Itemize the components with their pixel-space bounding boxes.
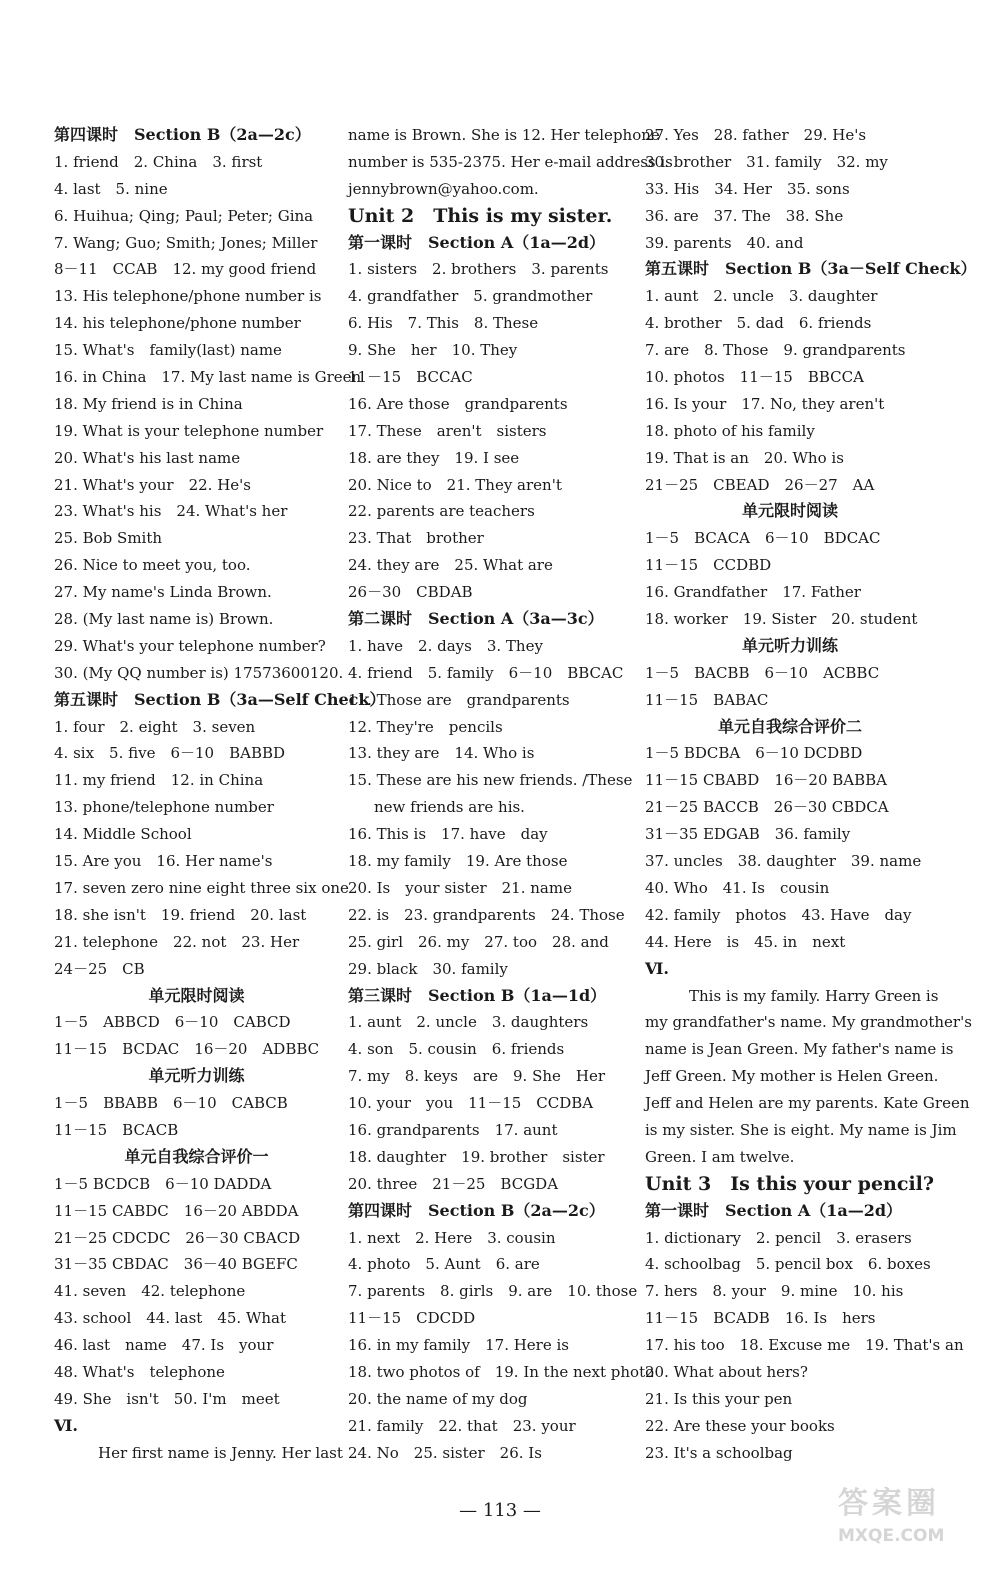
answer-line: 25. Bob Smith [54,529,163,548]
answer-line: 25. girl 26. my 27. too 28. and [348,932,609,951]
answer-line: 22. parents are teachers [348,502,535,521]
answer-line: 11－15 BCDAC 16－20 ADBBC [54,1040,320,1059]
answer-line: 16. This is 17. have day [348,825,548,844]
answer-line: 23. What's his 24. What's her [54,502,288,521]
answer-line: 11－15 CABDC 16－20 ABDDA [54,1201,299,1220]
answer-line: 40. Who 41. Is cousin [645,878,830,897]
answer-line: 30. brother 31. family 32. my [645,152,888,171]
answer-line: 48. What's telephone [54,1362,225,1381]
answer-line: 15. These are his new friends. /These [348,771,633,790]
centered-heading: 单元听力训练 [741,635,838,655]
answer-line: 24. they are 25. What are [348,556,553,575]
watermark-logo [838,1478,988,1564]
answer-line: 16. Are those grandparents [348,394,568,413]
answer-line: 4. brother 5. dad 6. friends [645,314,872,333]
section-heading: 第二课时 Section A（3a—3c） [348,609,604,629]
answer-line: 12. They're pencils [348,717,503,736]
answer-line: 1－5 BCDCB 6－10 DADDA [54,1174,272,1193]
answer-line: 21. Is this your pen [645,1389,793,1408]
section-heading: 第五课时 Section B（3a—Self Check） [54,689,386,709]
answer-line: 11－15 CCDBD [645,556,772,575]
answer-line: 1. aunt 2. uncle 3. daughters [348,1013,589,1032]
answer-line: 18. My friend is in China [54,394,243,413]
answer-line: 20. the name of my dog [348,1389,528,1408]
answer-line: 1. next 2. Here 3. cousin [348,1228,556,1247]
answer-line: 11－15 BCCAC [348,368,473,387]
answer-line: 7. my 8. keys are 9. She Her [348,1067,606,1086]
answer-line: 8－11 CCAB 12. my good friend [54,260,317,279]
answer-line: 4. son 5. cousin 6. friends [348,1040,565,1059]
answer-line: 10. your you 11－15 CCDBA [348,1094,594,1113]
answer-line: 37. uncles 38. daughter 39. name [645,852,922,871]
answer-line: 11. Those are grandparents [348,690,570,709]
answer-line: 20. Is your sister 21. name [348,878,572,897]
answer-line: name is Jean Green. My father's name is [645,1040,954,1059]
answer-line: 19. What is your telephone number [54,421,324,440]
section-heading: 第三课时 Section B（1a—1d） [348,985,607,1005]
answer-line: 21. What's your 22. He's [54,475,251,494]
section-heading: 第一课时 Section A（1a—2d） [348,232,606,252]
answer-line: 4. schoolbag 5. pencil box 6. boxes [645,1255,931,1274]
answer-line: 7. Wang; Guo; Smith; Jones; Miller [54,233,318,252]
page-number: — 113 — [459,1500,541,1521]
unit-heading: Unit 2 This is my sister. [348,204,613,227]
centered-heading: 单元自我综合评价一 [124,1146,269,1166]
answer-line: 28. (My last name is) Brown. [54,610,274,629]
answer-line: 10. photos 11－15 BBCCA [645,368,864,387]
answer-line: jennybrown@yahoo.com. [348,179,539,198]
answer-line: new friends are his. [374,798,525,817]
centered-heading: 单元限时阅读 [741,501,838,521]
answer-line: 18. daughter 19. brother sister [348,1147,605,1166]
answer-line: 39. parents 40. and [645,233,804,252]
answer-line: 19. That is an 20. Who is [645,448,844,467]
answer-line: 7. hers 8. your 9. mine 10. his [645,1282,904,1301]
answer-line: 21－25 BACCB 26－30 CBDCA [645,798,889,817]
answer-line: 1. dictionary 2. pencil 3. erasers [645,1228,912,1247]
answer-line: 4. photo 5. Aunt 6. are [348,1255,540,1274]
answer-line: 18. two photos of 19. In the next photo [348,1362,655,1381]
answer-line: my grandfather's name. My grandmother's [645,1013,972,1032]
answer-line: 1－5 ABBCD 6－10 CABCD [54,1013,291,1032]
answer-line: 14. Middle School [54,825,192,844]
answer-line: 17. These aren't sisters [348,421,547,440]
answer-line: 11－15 CDCDD [348,1309,476,1328]
centered-heading: 单元限时阅读 [148,985,245,1005]
answer-line: 16. Is your 17. No, they aren't [645,394,885,413]
answer-line: 1. four 2. eight 3. seven [54,717,256,736]
answer-line: name is Brown. She is 12. Her telephone [348,126,660,144]
answer-line: 20. three 21－25 BCGDA [348,1174,559,1193]
answer-line: 22. is 23. grandparents 24. Those [348,905,625,924]
answer-line: 26－30 CBDAB [348,583,473,602]
answer-line: 16. grandparents 17. aunt [348,1120,558,1139]
answer-line: 4. grandfather 5. grandmother [348,287,593,306]
answer-line: 11. my friend 12. in China [54,771,264,790]
answer-line: 29. What's your telephone number? [54,636,326,655]
answer-line: 43. school 44. last 45. What [54,1309,287,1328]
answer-line: 13. they are 14. Who is [348,744,535,763]
answer-line: 21. telephone 22. not 23. Her [54,932,300,951]
answer-line: 21. family 22. that 23. your [348,1416,576,1435]
answer-line: 11－15 CBABD 16－20 BABBA [645,771,887,790]
answer-line: 6. His 7. This 8. These [348,314,539,333]
answer-line: 7. are 8. Those 9. grandparents [645,341,906,360]
answer-line: 24－25 CB [54,959,145,978]
answer-line: 31－35 EDGAB 36. family [645,825,851,844]
answer-line: 13. His telephone/phone number is [54,287,322,306]
answer-line: 20. What about hers? [645,1362,808,1381]
answer-line: 18. are they 19. I see [348,448,520,467]
answer-line: 26. Nice to meet you, too. [54,556,251,575]
answer-line: 11－15 BABAC [645,690,769,709]
section-heading: 第五课时 Section B（3a－Self Check） [645,259,977,279]
answer-line: 42. family photos 43. Have day [645,905,912,924]
answer-line: 23. It's a schoolbag [645,1443,793,1462]
answer-line: number is 535-2375. Her e-mail address is [348,152,673,171]
answer-line: 1－5 BDCBA 6－10 DCDBD [645,744,863,763]
answer-line: 18. my family 19. Are those [348,852,568,871]
answer-line: 13. phone/telephone number [54,798,274,817]
section-heading: 第四课时 Section B（2a—2c） [54,125,311,144]
answer-line: 21－25 CDCDC 26－30 CBACD [54,1228,301,1247]
answer-line: 1. friend 2. China 3. first [54,152,263,171]
passage-line: This is my family. Harry Green is [689,986,939,1005]
answer-line: 17. his too 18. Excuse me 19. That's an [645,1336,964,1355]
answer-line: 15. Are you 16. Her name's [54,852,273,871]
answer-line: 18. she isn't 19. friend 20. last [54,905,307,924]
answer-line: 33. His 34. Her 35. sons [645,179,850,198]
answer-line: 1－5 BACBB 6－10 ACBBC [645,663,880,682]
answer-line: 1. aunt 2. uncle 3. daughter [645,287,878,306]
passage-line: Her first name is Jenny. Her last [98,1443,343,1462]
answer-line: 41. seven 42. telephone [54,1282,246,1301]
answer-line: 6. Huihua; Qing; Paul; Peter; Gina [54,206,314,225]
answer-line: 22. Are these your books [645,1416,835,1435]
answer-line: 46. last name 47. Is your [54,1336,274,1355]
answer-line: 49. She isn't 50. I'm meet [54,1389,280,1408]
answer-line: Jeff Green. My mother is Helen Green. [645,1067,939,1086]
answer-line: is my sister. She is eight. My name is Jim [645,1120,957,1139]
answer-line: 20. Nice to 21. They aren't [348,475,562,494]
answer-column-1 [54,122,386,1467]
answer-line: 29. black 30. family [348,959,508,978]
answer-line: 36. are 37. The 38. She [645,206,844,225]
answer-line: 14. his telephone/phone number [54,314,301,333]
answer-line: Green. I am twelve. [645,1147,795,1166]
answer-line: 1. sisters 2. brothers 3. parents [348,260,609,279]
answer-line: 30. (My QQ number is) 17573600120. [54,663,344,682]
answer-line: 4. friend 5. family 6－10 BBCAC [348,663,624,682]
answer-line: 9. She her 10. They [348,341,518,360]
answer-column-3 [645,122,977,1467]
watermark-chars: 答案圈 [838,1486,940,1521]
section-heading: Ⅵ. [645,958,669,978]
answer-line: 27. Yes 28. father 29. He's [645,126,867,144]
answer-line: 16. in my family 17. Here is [348,1336,569,1355]
answer-line: 11－15 BCACB [54,1120,179,1139]
answer-line: 11－15 BCADB 16. Is hers [645,1309,876,1328]
answer-line: 16. in China 17. My last name is Green [54,368,362,387]
centered-heading: 单元自我综合评价二 [717,716,862,736]
answer-line: 16. Grandfather 17. Father [645,583,861,602]
section-heading: Ⅵ. [54,1415,78,1435]
centered-heading: 单元听力训练 [148,1066,245,1086]
answer-line: 17. seven zero nine eight three six one [54,878,349,897]
answer-line: 7. parents 8. girls 9. are 10. those [348,1282,638,1301]
section-heading: 第一课时 Section A（1a—2d） [645,1200,903,1220]
answer-line: 4. six 5. five 6－10 BABBD [54,744,286,763]
answer-line: 23. That brother [348,529,484,548]
answer-line: 18. worker 19. Sister 20. student [645,610,918,629]
answer-line: Jeff and Helen are my parents. Kate Green [645,1094,970,1113]
answer-line: 21－25 CBEAD 26－27 AA [645,475,875,494]
answer-line: 1. have 2. days 3. They [348,636,543,655]
answer-line: 24. No 25. sister 26. Is [348,1443,542,1462]
answer-line: 1－5 BBABB 6－10 CABCB [54,1094,288,1113]
answer-line: 15. What's family(last) name [54,341,282,360]
answer-line: 20. What's his last name [54,448,241,467]
unit-heading: Unit 3 Is this your pencil? [645,1172,935,1195]
answer-line: 1－5 BCACA 6－10 BDCAC [645,529,881,548]
answer-line: 44. Here is 45. in next [645,932,846,951]
answer-line: 18. photo of his family [645,421,815,440]
answer-line: 27. My name's Linda Brown. [54,583,272,602]
answer-line: 31－35 CBDAC 36－40 BGEFC [54,1255,298,1274]
section-heading: 第四课时 Section B（2a—2c） [348,1200,605,1220]
watermark-url: MXQE.COM [838,1526,945,1546]
answer-line: 4. last 5. nine [54,179,168,198]
